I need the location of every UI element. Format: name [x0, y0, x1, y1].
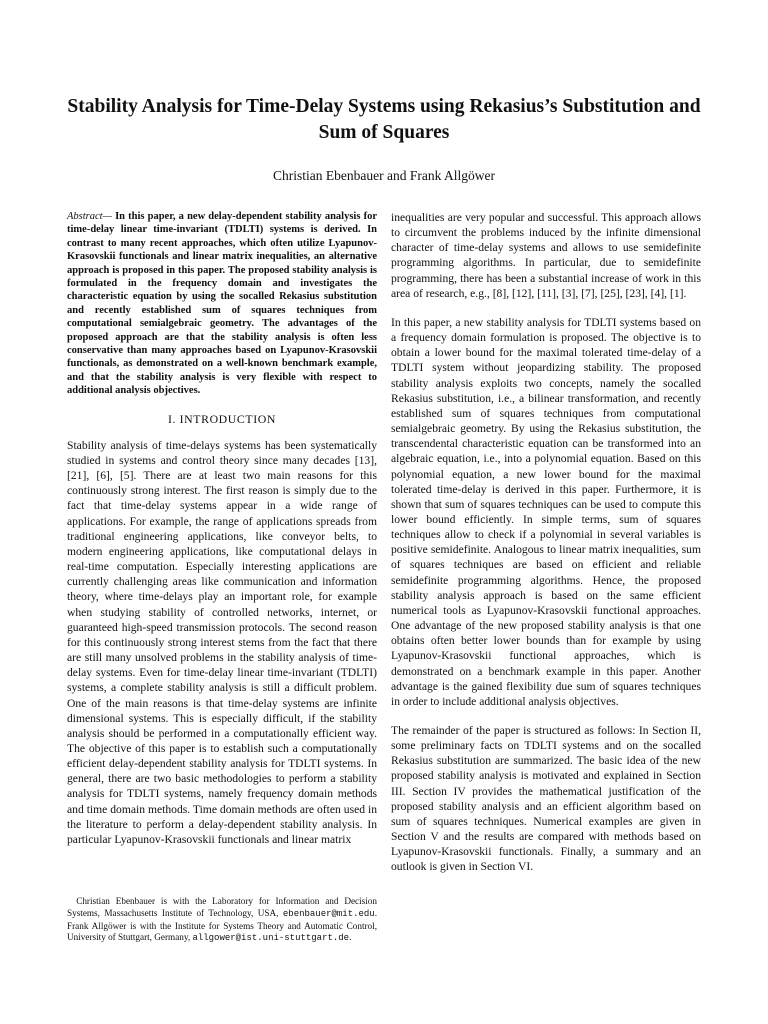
right-paragraph-1: inequalities are very popular and successful. This approach allows to circumvent the problems induced by the infinite dimensional character of time-delay systems and allows to use semidefinite programming algorithms. In particular, due to semidefinite programming, there has been a substantial increase of work in this area of research, e.g., [8], [12], [11], [3], [7], [25], [23], [4], [1].	[391, 211, 701, 300]
right-column	[391, 210, 701, 875]
intro-paragraph: Stability analysis of time-delays systems has been systematically studied in systems and control theory since many decades [13], [21], [6], [5]. There are at least two main reasons for this continuously strong interest. The first reason is simply due to the fact that time-delay systems appear in a wide range of applications. For example, the range of applications spreads from traditional engineering applications, like conveyor belts, to modern engineering applications, like computational delays in real-time computation. Especially interesting applications are currently challenging areas like communication and information theory, where time-delays play an important role, for example when studying stability of controlled networks, internet, or guaranteed high-speed transmission protocols. The second reason for this continuously strong interest stems from the fact that there are still many unsolved problems in the stability analysis of time-delay systems. Even for time-delay linear time-invariant (TDLTI) systems, a complete stability analysis is still a difficult problem. One of the main reasons is that time-delay systems are infinite dimensional systems. This is especially difficult, if the stability analysis should be performed in a computationally efficient way. The objective of this paper is to establish such a computationally efficient delay-dependent stability analysis for TDLTI systems. In general, there are two basic methodologies to perform a stability analysis for TDLTI systems, namely frequency domain methods and time domain methods. Time domain methods are often used in the literature to perform a delay-dependent stability analysis. In particular Lyapunov-Krasovskii functionals and linear matrix	[67, 438, 377, 846]
right-paragraph-3: The remainder of the paper is structured as follows: In Section II, some preliminary facts on TDLTI systems and on the socalled Rekasius substitution are summarized. The basic idea of the new proposed stability analysis is motivated and explained in Section III. Section IV provides the mathematical justification of the proposed stability analysis and an efficient algorithm based on sum of squares techniques. Numerical examples are given in Section V and the results are compared with methods based on Lyapunov-Krasovskii functionals. Finally, a summary and an outlook is given in Section VI.	[391, 724, 701, 874]
footnote-text-2: . Frank Allgöwer is with the Institute for Systems Theory and Automatic Control, University of Stuttgart, Germany,	[67, 907, 378, 943]
footnote-email-2[interactable]: allgower@ist.uni-stuttgart.de	[192, 933, 350, 944]
author-footnote	[67, 896, 377, 945]
right-paragraph-2: In this paper, a new stability analysis for TDLTI systems based on a frequency domain formulation is proposed. The objective is to obtain a lower bound for the maximal tolerated time-delay of a TDLTI system without jeopardizing stability. The proposed stability analysis exploits two concepts, namely the socalled Rekasius substitution, i.e., a bilinear transformation, and recently established sum of squares techniques from computational semialgebraic geometry. By using the Rekasius substitution, the transcendental characteristic equation can be transformed into an algebraic equation, i.e., into a polynomial equation. Based on this polynomial equation, a new lower bound for the maximal tolerated time-delay is derived in this paper. Furthermore, it is shown that sum of squares techniques can be used to compute this lower bound efficiently. In simple terms, sum of squares techniques allow to check if a polynomial in several variables is positive semidefinite. Analogous to linear matrix inequalities, sum of squares techniques are based on efficient and reliable semidefinite programming algorithms. Hence, the proposed stability analysis approach is based on the same efficient numerical tools as Lyapunov-Krasovskii functional approaches. One advantage of the new proposed stability analysis is that one obtains often better lower bounds than for example by using Lyapunov-Krasovskii functional approaches, which is demonstrated on a benchmark example in this paper. Another advantage is the gained flexibility due sum of squares techniques in order to include additional analysis objectives.	[391, 315, 701, 708]
footnote-end: .	[349, 932, 352, 943]
paper-title: Stability Analysis for Time-Delay Systems using Rekasius’s Substitution and Sum of Squares	[67, 96, 701, 143]
section-heading-introduction: I. INTRODUCTION	[168, 411, 276, 426]
paper-authors: Christian Ebenbauer and Frank Allgöwer	[273, 168, 495, 183]
abstract-label: Abstract—	[67, 211, 112, 222]
abstract	[67, 210, 377, 398]
abstract-text: In this paper, a new delay-dependent stability analysis for time-delay linear time-invariant (TDLTI) systems is derived. In contrast to many recent approaches, which often utilize Lyapunov-Krasovskii functionals and linear matrix inequalities, an alternative approach is proposed in this paper. The proposed stability analysis is formulated in the frequency domain and investigates the characteristic equation by using the socalled Rekasius substitution and recently established sum of squares techniques from computational semialgebraic geometry. The advantages of the proposed approach are that the stability analysis is often less conservative than many approaches based on Lyapunov-Krasovskii functionals, as demonstrated on a well-known benchmark example, and that the stability analysis is very flexible with respect to additional analysis objectives.	[67, 211, 377, 397]
footnote-text-1: Christian Ebenbauer is with the Laboratory for Information and Decision Systems, Massachusetts Institute of Technology, USA,	[67, 896, 377, 918]
footnote-email-1[interactable]: ebenbauer@mit.edu	[282, 908, 375, 919]
footnote-paragraph	[67, 896, 377, 945]
left-column	[67, 210, 377, 847]
